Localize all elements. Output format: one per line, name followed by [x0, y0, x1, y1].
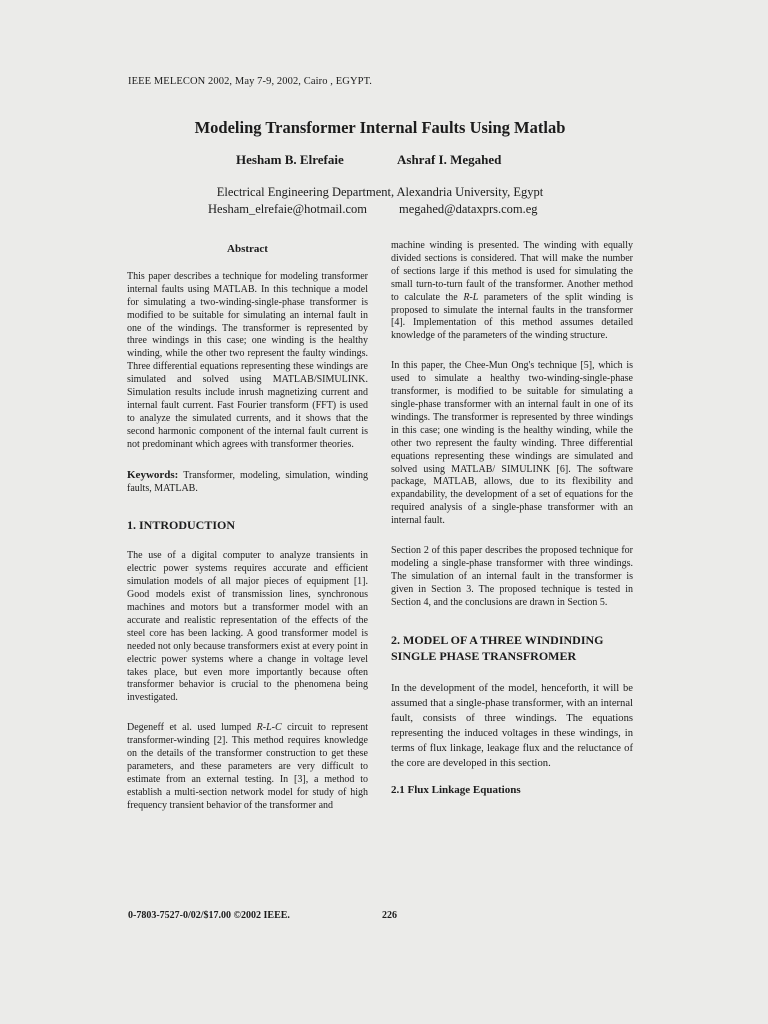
- author-email: Hesham_elrefaie@hotmail.com: [208, 202, 368, 216]
- paragraph-text: machine winding is presented. The winding with equally divided sections is considered. That will make the number of sections large if this method is used for simulating the small turn-to-turn fault of the transformer. Another method to calculate the: [391, 240, 633, 303]
- copyright-identifier: 0-7803-7527-0/02/$17.00 ©2002 IEEE.: [128, 910, 290, 921]
- paragraph: In this paper, the Chee-Mun Ong's technique [5], which is used to simulate a healthy two-winding-single-phase transformer, is modified to be suitable for simulating a single-phase transformer with an internal fault in one of its windings. The transformer is represented by three windings in this case; one winding is the healthy winding, while the other two represent the faulty winding. Three differential equations representing these windings are simulated and solved using MATLAB/ SIMULINK [6]. The software package, MATLAB, allows, due to its flexibility and expandability, the development of a set of equations for the required analysis of a single-phase transformer with an internal fault.: [391, 360, 633, 527]
- paragraph: [391, 240, 633, 343]
- conference-header: IEEE MELECON 2002, May 7-9, 2002, Cairo , EGYPT.: [128, 76, 373, 87]
- paragraph: Section 2 of this paper describes the proposed technique for modeling a single-phase transformer with three windings. The simulation of an internal fault in the transformer is given in Section 3. The proposed technique is tested in Section 4, and the conclusions are drawn in Section 5.: [391, 545, 633, 608]
- keywords-text: Transformer, modeling, simulation, winding faults, MATLAB.: [127, 469, 368, 494]
- section-heading: 2. MODEL OF A THREE WINDINDING SINGLE PHASE TRANSFROMER: [391, 632, 604, 663]
- author-name: Hesham B. Elrefaie: [236, 152, 344, 167]
- paragraph: The use of a digital computer to analyze transients in electric power systems requires accurate and efficient simulation models of all major pieces of equipment [1]. Good models exist of transmission lines, synchronous machines and motors but a transformer model with an accurate and realistic representation of the effects of the steel core has been lacking. A good transformer model is needed not only because transformers exist at every point in electric power systems where a change in voltage level takes place, but even more importantly because often transformer behavior is crucial to the phenomena being investigated.: [127, 550, 368, 704]
- paragraph-text: parameters of the split winding is proposed to simulate the internal faults in the transformer [4]. Implementation of this method assumes detailed knowledge of the parameters of the winding structure.: [391, 291, 633, 342]
- left-column: [127, 240, 368, 813]
- abstract-text: This paper describes a technique for modeling transformer internal faults using MATLAB. In this technique a model for simulating a two-winding-single-phase transformer is modified to be suitable for simulating an internal fault in one of the windings. The transformer is represented by three windings in this case; one winding is the healthy winding, while the other two represent the faulty windings. Three differential equations representing these windings are simulated and solved using MATLAB/SIMULINK. Simulation results include inrush magnetizing current and internal fault current. Fast Fourier transform (FFT) is used to analyze the simulated currents, and it shows that the second harmonic component of the internal fault current is not predominant which agrees with transformer theories.: [127, 270, 368, 450]
- right-column: [391, 240, 633, 796]
- keywords: [127, 469, 368, 496]
- section-heading: 1. INTRODUCTION: [127, 518, 236, 533]
- italic-text: R-L-C: [256, 722, 282, 734]
- paragraph-text: Degeneff et al. used lumped: [127, 722, 257, 734]
- subsection-heading: 2.1 Flux Linkage Equations: [391, 783, 521, 796]
- author-name: Ashraf I. Megahed: [397, 152, 502, 167]
- page-number: 226: [382, 910, 397, 921]
- paragraph-text: circuit to represent transformer-winding [2]. This method requires knowledge on the details of the transformer construction to get these parameters, and these parameters are very difficult to estimate from an external testing. In [3], a method to establish a multi-section network model for study of high frequency transient behavior of the transformer and: [127, 722, 368, 811]
- italic-text: R-L: [463, 291, 479, 303]
- affiliation: Electrical Engineering Department, Alexandria University, Egypt: [216, 185, 544, 199]
- paper-title: Modeling Transformer Internal Faults Using Matlab: [194, 118, 566, 137]
- author-email: megahed@dataxprs.com.eg: [399, 202, 538, 216]
- keywords-label: Keywords:: [127, 468, 179, 481]
- paragraph: In the development of the model, henceforth, it will be assumed that a single-phase transformer, with an internal fault, consists of three windings. The equations representing the induced voltages in these windings, in terms of flux linkage, leakage flux and the reluctance of the core are developed in this section.: [391, 682, 633, 769]
- paragraph: [127, 722, 368, 812]
- abstract-heading: Abstract: [227, 243, 268, 255]
